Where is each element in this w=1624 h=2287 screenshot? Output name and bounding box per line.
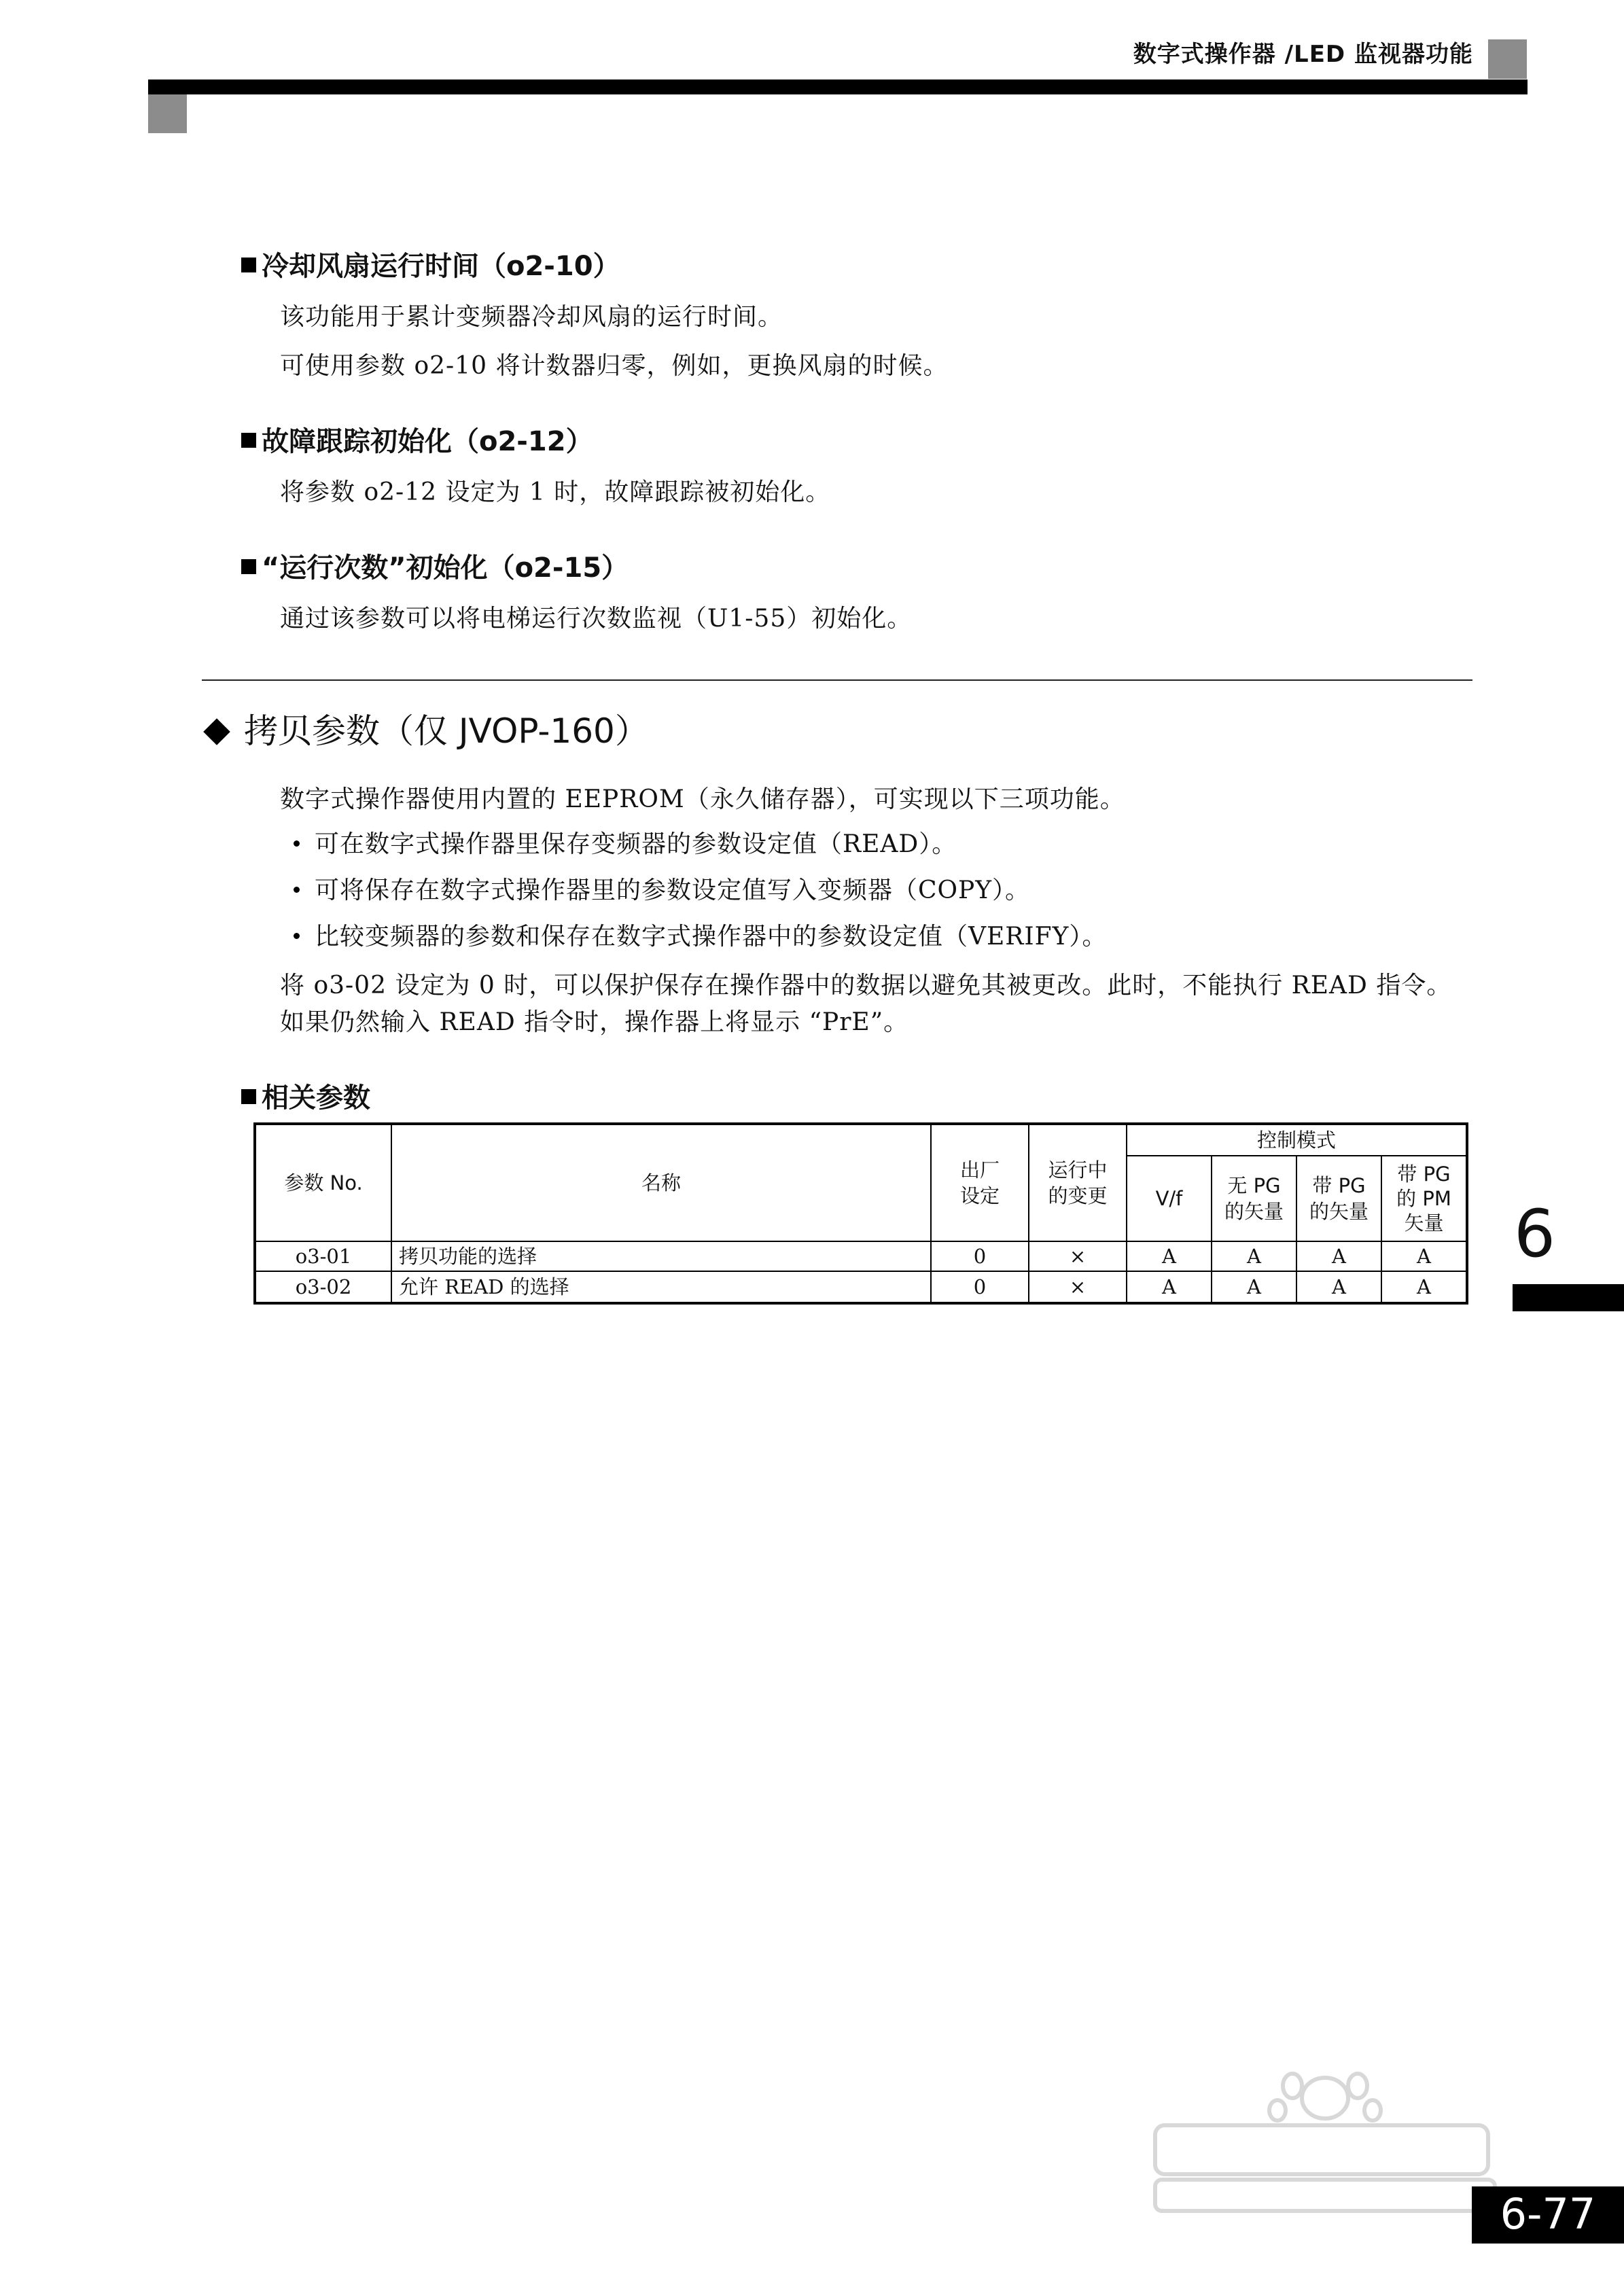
section-divider bbox=[202, 679, 1472, 681]
table-cell-pm: A bbox=[1417, 1245, 1431, 1268]
table-cell-factory: 0 bbox=[973, 1245, 987, 1268]
table-cell-vf: A bbox=[1162, 1275, 1176, 1298]
table-cell-opv: A bbox=[1247, 1275, 1261, 1298]
chapter-tab-bar bbox=[1513, 1284, 1624, 1311]
section-heading-related-params: 相关参数 bbox=[241, 1076, 370, 1115]
col-header-pm-vector: 带 PG 的 PM 矢量 bbox=[1396, 1163, 1451, 1235]
table-cell-opv: A bbox=[1247, 1245, 1261, 1268]
section-heading-fan-time: 冷却风扇运行时间（o2-10） bbox=[241, 245, 620, 283]
col-header-vf: V/f bbox=[1155, 1187, 1183, 1210]
table-cell-clv: A bbox=[1332, 1245, 1346, 1268]
table-cell-clv: A bbox=[1332, 1275, 1346, 1298]
bullet-item: 可将保存在数字式操作器里的参数设定值写入变频器（COPY）。 bbox=[294, 871, 1030, 906]
paragraph: 如果仍然输入 READ 指令时，操作器上将显示 “PrE”。 bbox=[280, 1008, 909, 1036]
col-header-closed-loop-vector: 带 PG 的矢量 bbox=[1309, 1174, 1369, 1223]
bullet-item: 可在数字式操作器里保存变频器的参数设定值（READ）。 bbox=[294, 825, 957, 859]
running-header: 数字式操作器 /LED 监视器功能 bbox=[1133, 41, 1473, 68]
paragraph: 将 o3-02 设定为 0 时，可以保护保存在操作器中的数据以避免其被更改。此时，不能执行 READ 指令。 bbox=[280, 972, 1452, 999]
table-cell-change: × bbox=[1069, 1275, 1087, 1298]
bullet-item: 比较变频器的参数和保存在数字式操作器中的参数设定值（VERIFY）。 bbox=[294, 917, 1107, 952]
table-cell-name: 拷贝功能的选择 bbox=[399, 1245, 537, 1268]
section-heading-copy: 拷贝参数（仅 JVOP-160） bbox=[202, 704, 649, 753]
col-header-name: 名称 bbox=[641, 1171, 681, 1194]
baidu-watermark-icon bbox=[1142, 2066, 1522, 2222]
header-left-marker bbox=[148, 94, 187, 133]
paragraph: 数字式操作器使用内置的 EEPROM（永久储存器），可实现以下三项功能。 bbox=[280, 785, 1125, 813]
col-header-control-mode: 控制模式 bbox=[1256, 1129, 1336, 1152]
col-header-factory: 出厂 设定 bbox=[959, 1158, 1000, 1207]
table-cell-no: o3-01 bbox=[295, 1245, 352, 1268]
table-cell-no: o3-02 bbox=[295, 1275, 352, 1298]
table-cell-name: 允许 READ 的选择 bbox=[399, 1275, 569, 1298]
section-heading-run-count: “运行次数”初始化（o2-15） bbox=[241, 546, 629, 585]
chapter-tab-number: 6 bbox=[1514, 1196, 1556, 1272]
paragraph: 该功能用于累计变频器冷却风扇的运行时间。 bbox=[280, 303, 783, 331]
header-marker-square bbox=[1488, 39, 1527, 79]
paragraph: 将参数 o2-12 设定为 1 时，故障跟踪被初始化。 bbox=[280, 478, 831, 506]
table-cell-pm: A bbox=[1417, 1275, 1431, 1298]
col-header-param-no: 参数 No. bbox=[284, 1171, 363, 1194]
col-header-open-loop-vector: 无 PG 的矢量 bbox=[1224, 1174, 1284, 1223]
related-parameters-table bbox=[253, 1122, 1468, 1305]
table-cell-vf: A bbox=[1162, 1245, 1176, 1268]
paragraph: 可使用参数 o2-10 将计数器归零，例如，更换风扇的时候。 bbox=[280, 352, 949, 380]
section-heading-fault-trace: 故障跟踪初始化（o2-12） bbox=[241, 420, 593, 459]
page-number: 6-77 bbox=[1500, 2189, 1596, 2239]
table-cell-factory: 0 bbox=[973, 1275, 987, 1298]
paragraph: 通过该参数可以将电梯运行次数监视（U1-55）初始化。 bbox=[280, 605, 913, 633]
table-cell-change: × bbox=[1069, 1245, 1087, 1268]
col-header-change: 运行中 的变更 bbox=[1048, 1158, 1108, 1207]
header-rule bbox=[148, 79, 1528, 94]
